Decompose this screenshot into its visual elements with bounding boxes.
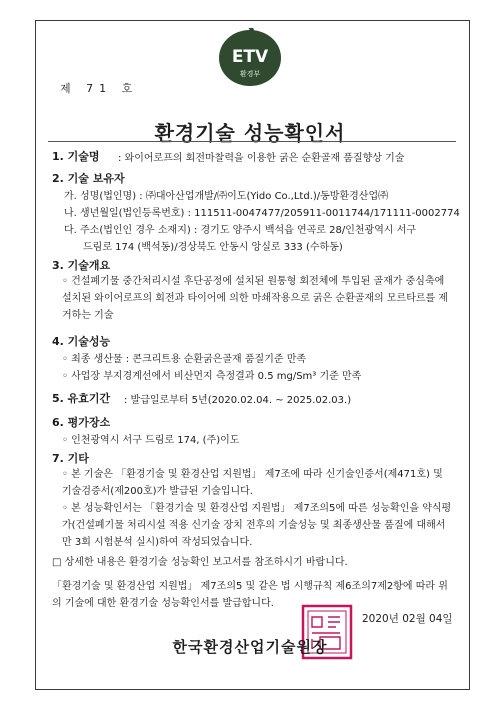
- holder-registration: 나. 생년월일(법인등록번호) : 111511-0047477/205911-0011744/171111-0002774: [64, 208, 460, 219]
- tech-name-value: : 와이어로프의 회전마찰력을 이용한 굵은 순환골재 품질향상 기술: [118, 153, 405, 164]
- performance-item: ◦ 사업장 부지경계선에서 비산먼지 측정결과 0.5 mg/Sm³ 기준 만족: [62, 371, 362, 382]
- document-number: 제 71 호: [60, 82, 139, 95]
- section-location-heading: 6. 평가장소: [52, 416, 111, 429]
- overview-text: ◦ 건설폐기물 중간처리시설 후단공정에 설치된 원통형 회전체에 투입된 골재가 중심축에 설치된 와이어로프의 회전과 타이어에 의한 마쇄작용으로 굵은 순환골재의 모르타르를 제거하는 기술: [62, 276, 449, 321]
- holder-address-cont: 드림로 174 (백석동)/경상북도 안동시 앙실로 333 (수하동): [83, 242, 343, 253]
- holder-address: 다. 주소(법인인 경우 소재지) : 경기도 양주시 백석읍 연곡로 28/인천광역시 서구: [64, 225, 417, 236]
- section-validity-heading: 5. 유효기간: [52, 392, 111, 405]
- section-overview-heading: 3. 기술개요: [52, 259, 111, 272]
- holder-name: 가. 성명(법인명) : ㈜대아산업개발/㈜이도(Yido Co.,Ltd.)/동방환경산업㈜: [64, 191, 389, 202]
- location-value: ◦ 인천광역시 서구 드림로 174, (주)이도: [62, 435, 240, 446]
- section-holder-heading: 2. 기술 보유자: [52, 172, 125, 185]
- issuer-name: 한국환경산업기술원장: [172, 638, 328, 656]
- performance-item: ◦ 최종 생산물 : 콘크리트용 순환굵은골재 품질기준 만족: [62, 354, 307, 365]
- title-divider: [48, 141, 456, 142]
- logo-subtext: 환경부: [239, 70, 261, 78]
- section-performance-heading: 4. 기술성능: [52, 335, 111, 348]
- section-tech-name-heading: 1. 기술명: [52, 150, 100, 163]
- other-note: □ 상세한 내용은 환경기술 성능확인 보고서를 참조하시기 바랍니다.: [52, 557, 348, 568]
- section-other-heading: 7. 기타: [52, 452, 89, 465]
- issue-date: 2020년 02월 04일: [362, 613, 453, 625]
- other-item: ◦ 본 기술은 「환경기술 및 환경산업 지원법」 제7조에 따라 신기술인증서(제471호) 및 기술검증서(제200호)가 발급된 기술입니다.: [62, 469, 443, 497]
- validity-value: : 발급일로부터 5년(2020.02.04. ~ 2025.02.03.): [124, 395, 352, 406]
- etv-leaf-logo-icon: [215, 28, 285, 90]
- page-title: 환경기술 성능확인서: [154, 121, 346, 145]
- closing-statement: 「환경기술 및 환경산업 지원법」 제7조의5 및 같은 법 시행규칙 제6조의7제2항에 따라 위의 기술에 대한 환경기술 성능확인서를 발급합니다.: [52, 581, 448, 609]
- logo-text: ETV: [231, 47, 269, 67]
- other-item: ◦ 본 성능확인서는 「환경기술 및 환경산업 지원법」 제7조의5에 따른 성능확인을 약식평가(건설폐기물 처리시설 적용 신기술 장치 전후의 기술성능 및 최종생산물 품질에 대해서만 3회 시험분석 실시)하여 작성되었습니다.: [62, 503, 452, 548]
